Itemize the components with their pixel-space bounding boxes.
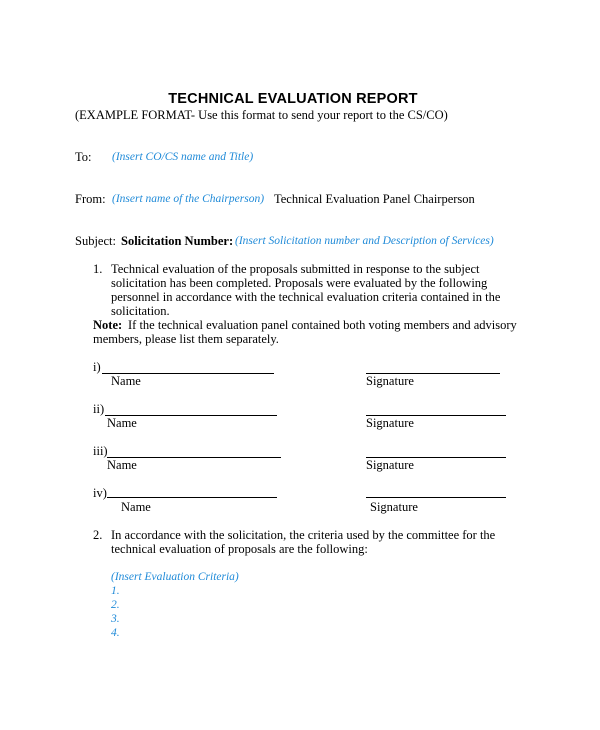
item2-number: 2. [93, 528, 103, 542]
to-placeholder: (Insert CO/CS name and Title) [112, 151, 254, 163]
item1-line: Technical evaluation of the proposals submitted in response to the subject [111, 262, 480, 276]
signatory-numeral: iv) [93, 486, 107, 500]
subject-placeholder: (Insert Solicitation number and Description of Services) [235, 235, 494, 247]
item1-number: 1. [93, 262, 103, 276]
name-label: Name [121, 500, 151, 514]
signatory-numeral: ii) [93, 402, 105, 416]
signature-label: Signature [370, 500, 418, 514]
note-line1: If the technical evaluation panel contained both voting members and advisory [128, 318, 517, 332]
signature-label: Signature [366, 416, 414, 430]
note-label: Note: [93, 318, 123, 332]
item1-line: solicitation. [111, 304, 170, 318]
name-label: Name [107, 416, 137, 430]
subject-label: Subject: [75, 234, 116, 248]
criteria-item: 3. [111, 613, 120, 625]
criteria-item: 2. [111, 599, 120, 611]
criteria-placeholder: (Insert Evaluation Criteria) [111, 571, 239, 583]
name-line [107, 497, 277, 498]
document-subtitle: (EXAMPLE FORMAT- Use this format to send your report to the CS/CO) [75, 108, 448, 122]
criteria-item: 1. [111, 585, 120, 597]
item2-line2: technical evaluation of proposals are the following: [111, 542, 368, 556]
signatory-numeral: iii) [93, 444, 108, 458]
note-line2: members, please list them separately. [93, 332, 279, 346]
to-label: To: [75, 150, 92, 164]
from-text: Technical Evaluation Panel Chairperson [274, 192, 475, 206]
name-label: Name [111, 374, 141, 388]
document-title: TECHNICAL EVALUATION REPORT [168, 91, 418, 107]
item1-line: personnel in accordance with the technical evaluation criteria contained in the [111, 290, 501, 304]
signature-label: Signature [366, 374, 414, 388]
from-placeholder: (Insert name of the Chairperson) [112, 193, 265, 205]
item2-line1: In accordance with the solicitation, the criteria used by the committee for the [111, 528, 496, 542]
item1-line: solicitation has been completed. Proposals were evaluated by the following [111, 276, 488, 290]
solicitation-label: Solicitation Number: [121, 234, 234, 248]
criteria-item: 4. [111, 627, 120, 639]
from-label: From: [75, 192, 106, 206]
signature-line [366, 497, 506, 498]
name-label: Name [107, 458, 137, 472]
signature-label: Signature [366, 458, 414, 472]
signatory-numeral: i) [93, 360, 101, 374]
